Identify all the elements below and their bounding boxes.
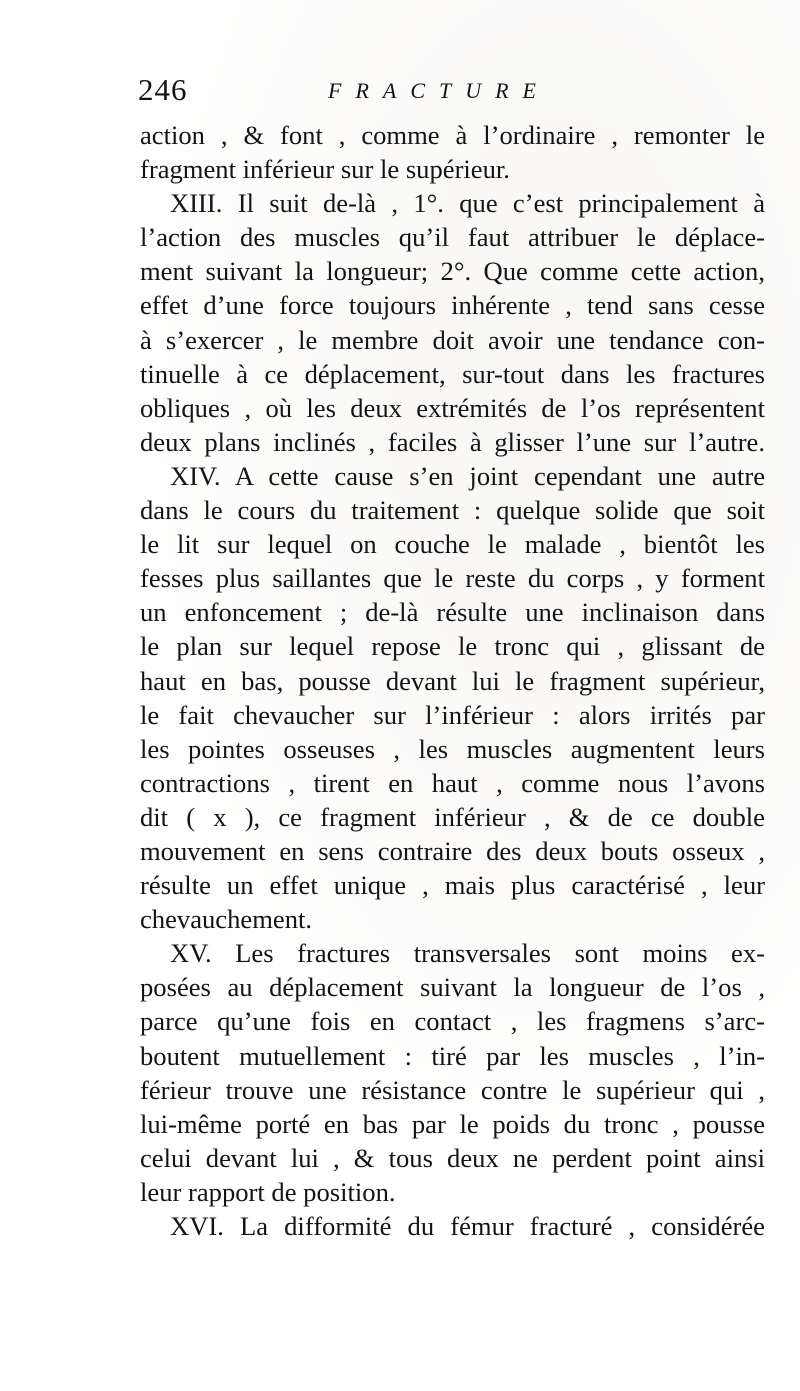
text-line: à s’exercer , le membre doit avoir une tendance con- <box>140 324 765 355</box>
text-line: lui-même porté en bas par le poids du tronc , pousse <box>140 1108 765 1139</box>
text-line: l’action des muscles qu’il faut attribuer le déplace- <box>140 222 765 253</box>
text-line: action , & font , comme à l’ordinaire , remonter le <box>140 120 765 150</box>
text-line: dans le cours du traitement : quelque solide que soit <box>140 495 765 526</box>
text-line: les pointes osseuses , les muscles augmentent leurs <box>140 733 765 764</box>
text-line: férieur trouve une résistance contre le supérieur qui , <box>140 1074 765 1105</box>
running-head: FRACTURE <box>328 78 550 103</box>
paragraph-xv-start: XV. Les fractures transversales sont moins ex- <box>170 938 765 969</box>
body-text <box>140 118 765 1243</box>
text-line: mouvement en sens contraire des deux bouts osseux , <box>140 835 765 866</box>
paragraph-xiii-start: XIII. Il suit de-là , 1°. que c’est principalement à <box>170 188 765 219</box>
text-line: le fait chevaucher sur l’inférieur : alors irrités par <box>140 699 765 730</box>
text-line: fesses plus saillantes que le reste du corps , y forment <box>140 563 765 594</box>
text-line: un enfoncement ; de-là résulte une inclinaison dans <box>140 597 765 628</box>
page-number: 246 <box>138 72 188 107</box>
text-line: résulte un effet unique , mais plus caractérisé , leur <box>140 870 765 901</box>
page-header <box>138 72 608 116</box>
paragraph-xvi-start: XVI. La difformité du fémur fracturé , considérée <box>170 1211 765 1241</box>
text-line: celui devant lui , & tous deux ne perdent point ainsi <box>140 1142 765 1173</box>
text-line: ment suivant la longueur; 2°. Que comme cette action, <box>140 256 765 287</box>
text-line: haut en bas, pousse devant lui le fragment supérieur, <box>140 665 765 696</box>
text-line: parce qu’une fois en contact , les fragmens s’arc- <box>140 1006 765 1037</box>
text-line: obliques , où les deux extrémités de l’os représentent <box>140 392 765 423</box>
text-line: dit ( x ), ce fragment inférieur , & de ce double <box>140 801 765 832</box>
text-line: chevauchement. <box>140 904 313 935</box>
paragraph-xiv-start: XIV. A cette cause s’en joint cependant une autre <box>170 460 765 491</box>
text-line: tinuelle à ce déplacement, sur-tout dans les fractures <box>140 358 765 389</box>
text-line: leur rapport de position. <box>140 1176 396 1207</box>
text-line: le plan sur lequel repose le tronc qui , glissant de <box>140 631 765 662</box>
text-line: fragment inférieur sur le supérieur. <box>140 154 510 185</box>
text-line: effet d’une force toujours inhérente , tend sans cesse <box>140 290 765 321</box>
text-line: le lit sur lequel on couche le malade , bientôt les <box>140 529 765 560</box>
text-line: posées au déplacement suivant la longueur de l’os , <box>140 972 765 1003</box>
text-line: deux plans inclinés , faciles à glisser l’une sur l’autre. <box>140 426 765 457</box>
text-line: contractions , tirent en haut , comme nous l’avons <box>140 767 765 798</box>
text-line: boutent mutuellement : tiré par les muscles , l’in- <box>140 1040 765 1071</box>
